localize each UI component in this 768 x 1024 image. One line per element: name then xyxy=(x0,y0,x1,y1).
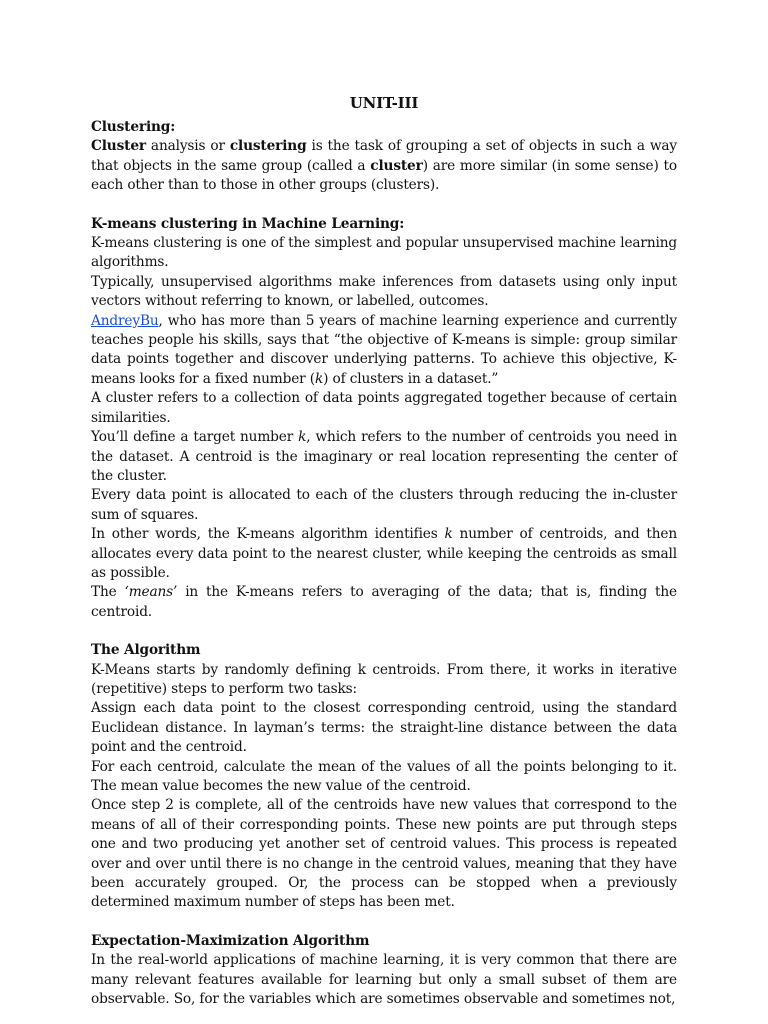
kmeans-p5-text-a: You’ll define a target number xyxy=(91,429,299,446)
algorithm-paragraph-1: K-Means starts by randomly defining k centroids. From there, it works in iterative (repetitive) steps to perform two tasks: xyxy=(91,661,677,697)
term-cluster-2: cluster xyxy=(370,157,423,174)
clustering-text-1: analysis or xyxy=(145,138,230,155)
clustering-heading: Clustering: xyxy=(91,119,176,135)
kmeans-p3-text-b: ) of clusters in a dataset.” xyxy=(323,370,499,387)
kmeans-p7-text-b: number of centroids, and then allocates every data point to the nearest cluster, while keeping the centroids as small as possible. xyxy=(91,526,677,581)
em-paragraph-1: In the real-world applications of machine learning, it is very common that there are many relevant features available for learning but only a small subset of them are observable. So, for the variables which are sometimes observable and sometimes not, xyxy=(91,952,677,1008)
document-page xyxy=(91,92,677,1009)
kmeans-paragraph-3 xyxy=(91,312,677,390)
algorithm-paragraph-4: Once step 2 is complete, all of the centroids have new values that correspond to the means of all of their corresponding points. These new points are put through steps one and two producing yet another set of centroid values. This process is repeated over and over until there is no change in the centroid values, meaning that they have been accurately grouped. Or, the process can be stopped when a previously determined maximum number of steps has been met. xyxy=(91,797,677,911)
algorithm-paragraph-2: Assign each data point to the closest corresponding centroid, using the standard Euclidean distance. In layman’s terms: the straight-line distance between the data point and the centroid. xyxy=(91,700,677,756)
em-heading: Expectation-Maximization Algorithm xyxy=(91,932,370,949)
spacer xyxy=(91,913,677,932)
kmeans-p7-text-a: In other words, the K-means algorithm identifies xyxy=(91,526,445,543)
andreybu-link[interactable]: AndreyBu xyxy=(91,312,159,329)
kmeans-heading: K-means clustering in Machine Learning: xyxy=(91,215,405,232)
clustering-text-3: ) are more similar (in some sense) to each other than to those in other groups (clusters). xyxy=(91,157,677,194)
kmeans-p8-means: ‘means’ xyxy=(124,584,178,601)
kmeans-paragraph-4: A cluster refers to a collection of data points aggregated together because of certain similarities. xyxy=(91,390,677,426)
term-cluster: Cluster xyxy=(91,138,146,155)
kmeans-p3-k: k xyxy=(314,370,324,387)
spacer xyxy=(91,196,677,215)
algorithm-heading: The Algorithm xyxy=(91,642,201,659)
unit-title: UNIT-III xyxy=(349,94,419,112)
kmeans-p3-text-a: , who has more than 5 years of machine learning experience and currently teaches people his skills, says that “the objective of K-means is simple: group similar data points together and discover underlying patterns. To achieve this objective, K-means looks for a fixed number ( xyxy=(91,312,677,387)
spacer xyxy=(91,622,677,641)
kmeans-paragraph-5 xyxy=(91,428,677,486)
kmeans-paragraph-7 xyxy=(91,525,677,583)
clustering-text-2: is the task of grouping a set of objects in such a way that objects in the same group (called a xyxy=(91,138,677,174)
kmeans-p8-text-b: in the K-means refers to averaging of the data; that is, finding the centroid. xyxy=(91,584,678,620)
kmeans-p5-k: k xyxy=(298,429,307,446)
kmeans-paragraph-6: Every data point is allocated to each of the clusters through reducing the in-cluster sum of squares. xyxy=(91,487,677,523)
algorithm-paragraph-3: For each centroid, calculate the mean of the values of all the points belonging to it. The mean value becomes the new value of the centroid. xyxy=(91,758,677,794)
kmeans-paragraph-2: Typically, unsupervised algorithms make inferences from datasets using only input vectors without referring to known, or labelled, outcomes. xyxy=(91,273,677,310)
kmeans-p7-k: k xyxy=(444,526,453,543)
clustering-paragraph xyxy=(91,137,677,195)
kmeans-paragraph-1: K-means clustering is one of the simplest and popular unsupervised machine learning algorithms. xyxy=(91,235,677,271)
kmeans-p5-text-b: , which refers to the number of centroids you need in the dataset. A centroid is the imaginary or real location representing the center of the cluster. xyxy=(91,429,677,484)
kmeans-paragraph-8 xyxy=(91,583,677,622)
kmeans-p8-text-a: The xyxy=(91,584,125,601)
term-clustering: clustering xyxy=(229,138,307,155)
